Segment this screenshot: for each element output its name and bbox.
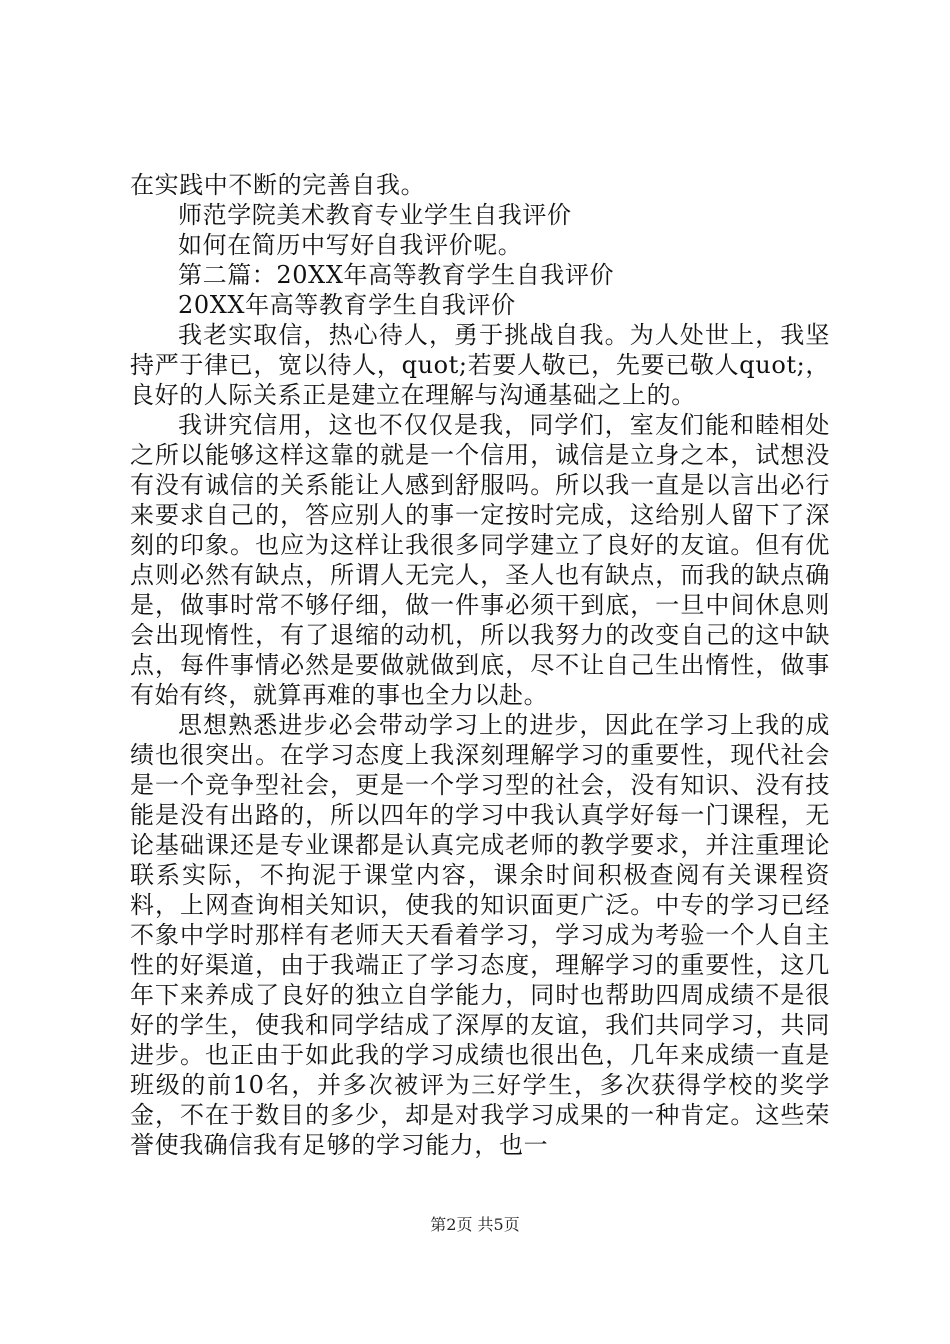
body-paragraph: 我讲究信用，这也不仅仅是我，同学们，室友们能和睦相处之所以能够这样这靠的就是一个信用，诚信是立身之本，试想没有没有诚信的关系能让人感到舒服吗。所以我一直是以言出必行来要求自己的，答应别人的事一定按时完成，这给别人留下了深刻的印象。也应为这样让我很多同学建立了良好的友谊。但有优点则必然有缺点，所谓人无完人，圣人也有缺点，而我的缺点确是，做事时常不够仔细，做一件事必须干到底，一旦中间休息则会出现惰性，有了退缩的动机，所以我努力的改变自己的这中缺点，每件事情必然是要做就做到底，尽不让自己生出惰性，做事有始有终，就算再难的事也全力以赴。 xyxy=(130,411,830,709)
continuation-line: 在实践中不断的完善自我。 xyxy=(130,171,426,199)
chapter-heading: 第二篇：20XX年高等教育学生自我评价 xyxy=(178,261,615,289)
document-body xyxy=(130,170,830,1160)
chapter-title: 20XX年高等教育学生自我评价 xyxy=(178,291,516,319)
body-paragraph: 我老实取信，热心待人，勇于挑战自我。为人处世上，我坚持严于律已，宽以待人，quot;若要人敬已，先要已敬人quot;，良好的人际关系正是建立在理解与沟通基础之上的。 xyxy=(130,321,830,409)
section-heading: 师范学院美术教育专业学生自我评价 xyxy=(178,201,572,229)
section-subheading: 如何在简历中写好自我评价呢。 xyxy=(178,231,523,259)
body-paragraph: 思想熟悉进步必会带动学习上的进步，因此在学习上我的成绩也很突出。在学习态度上我深刻理解学习的重要性，现代社会是一个竞争型社会，更是一个学习型的社会，没有知识、没有技能是没有出路的，所以四年的学习中我认真学好每一门课程，无论基础课还是专业课都是认真完成老师的教学要求，并注重理论联系实际，不拘泥于课堂内容，课余时间积极查阅有关课程资料，上网查询相关知识，使我的知识面更广泛。中专的学习已经不象中学时那样有老师天天看着学习，学习成为考验一个人自主性的好渠道，由于我端正了学习态度，理解学习的重要性，这几年下来养成了良好的独立自学能力，同时也帮助四周成绩不是很好的学生，使我和同学结成了深厚的友谊，我们共同学习，共同进步。也正由于如此我的学习成绩也很出色，几年来成绩一直是班级的前10名，并多次被评为三好学生，多次获得学校的奖学金，不在于数目的多少，却是对我学习成果的一种肯定。这些荣誉使我确信我有足够的学习能力，也一 xyxy=(130,711,830,1159)
page-number-footer: 第2页 共5页 xyxy=(430,1215,520,1234)
